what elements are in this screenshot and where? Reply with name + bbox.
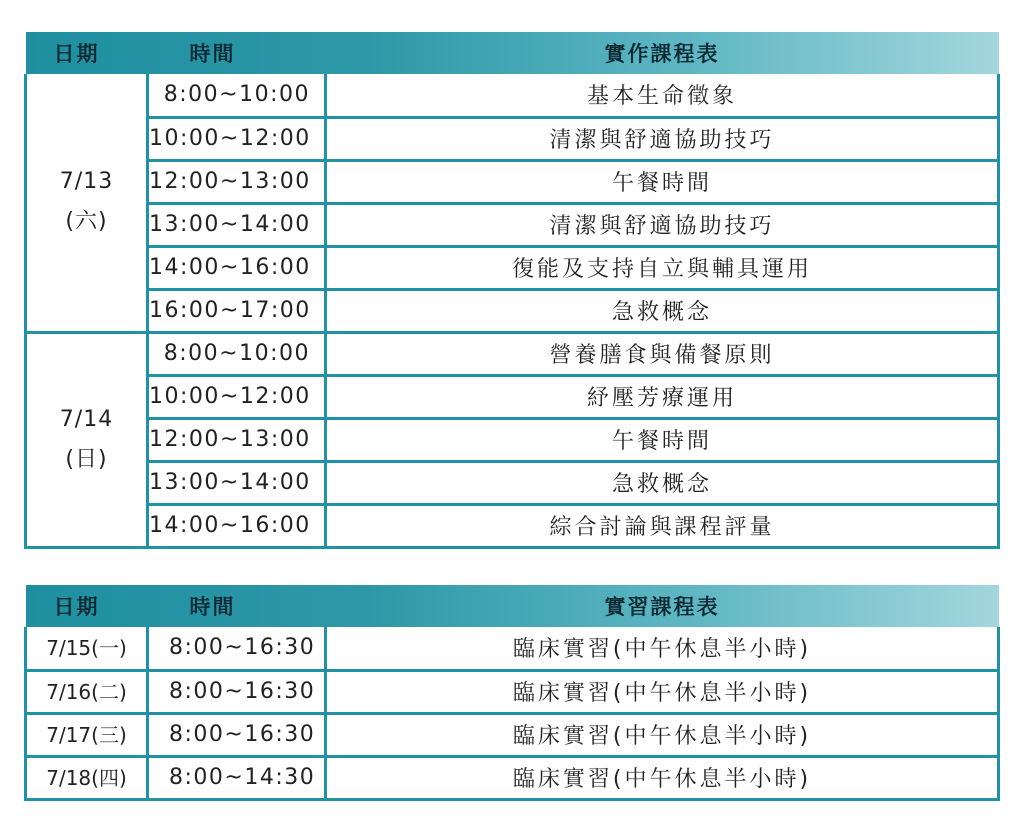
course-cell: 綜合討論與課程評量 (326, 504, 999, 547)
course-cell: 臨床實習(中午休息半小時) (326, 756, 999, 799)
time-cell: 16:00~17:00 (148, 289, 326, 332)
time-cell: 10:00~12:00 (148, 375, 326, 418)
header-date: 日期 (53, 595, 100, 619)
course-cell: 臨床實習(中午休息半小時) (326, 713, 999, 756)
time-cell: 13:00~14:00 (148, 203, 326, 246)
table-row (26, 756, 999, 799)
course-cell: 急救概念 (326, 289, 999, 332)
course-cell: 午餐時間 (326, 160, 999, 203)
table-row (26, 461, 999, 504)
course-cell: 清潔與舒適協助技巧 (326, 203, 999, 246)
date-cell (26, 74, 148, 332)
date-cell (26, 332, 148, 547)
table-row (26, 160, 999, 203)
time-cell: 13:00~14:00 (148, 461, 326, 504)
header-time: 時間 (189, 595, 236, 619)
internship-schedule-table (24, 585, 1000, 801)
course-cell: 清潔與舒適協助技巧 (326, 117, 999, 160)
table-row (26, 375, 999, 418)
training-schedule-table (24, 32, 1000, 549)
time-cell: 12:00~13:00 (148, 418, 326, 461)
table-row (26, 74, 999, 117)
date-cell: 7/16(二) (26, 670, 148, 713)
date-cell: 7/15(一) (26, 627, 148, 670)
time-cell: 8:00~14:30 (148, 756, 326, 799)
course-cell: 午餐時間 (326, 418, 999, 461)
table-row (26, 289, 999, 332)
header-time: 時間 (189, 42, 236, 66)
table-row (26, 504, 999, 547)
table-row (26, 117, 999, 160)
table-row (26, 627, 999, 670)
time-cell: 8:00~10:00 (148, 74, 326, 117)
time-cell: 8:00~16:30 (148, 670, 326, 713)
course-cell: 營養膳食與備餐原則 (326, 332, 999, 375)
table-row (26, 713, 999, 756)
header-title: 實習課程表 (604, 595, 720, 619)
time-cell: 8:00~16:30 (148, 627, 326, 670)
header-title: 實作課程表 (604, 42, 720, 66)
date-text: 7/13 (59, 169, 114, 195)
table-row (26, 203, 999, 246)
time-cell: 8:00~16:30 (148, 713, 326, 756)
time-cell: 10:00~12:00 (148, 117, 326, 160)
course-cell: 急救概念 (326, 461, 999, 504)
time-cell: 14:00~16:00 (148, 504, 326, 547)
date-cell: 7/17(三) (26, 713, 148, 756)
header-date: 日期 (53, 42, 100, 66)
weekday-text: (六) (65, 209, 108, 235)
table-row (26, 332, 999, 375)
course-cell: 臨床實習(中午休息半小時) (326, 627, 999, 670)
table-row (26, 418, 999, 461)
course-cell: 基本生命徵象 (326, 74, 999, 117)
time-cell: 12:00~13:00 (148, 160, 326, 203)
date-text: 7/14 (59, 406, 114, 432)
table-row (26, 670, 999, 713)
time-cell: 8:00~10:00 (148, 332, 326, 375)
date-cell: 7/18(四) (26, 756, 148, 799)
header-row (26, 32, 999, 74)
course-cell: 紓壓芳療運用 (326, 375, 999, 418)
table-row (26, 246, 999, 289)
course-cell: 復能及支持自立與輔具運用 (326, 246, 999, 289)
course-cell: 臨床實習(中午休息半小時) (326, 670, 999, 713)
weekday-text: (日) (65, 446, 108, 472)
time-cell: 14:00~16:00 (148, 246, 326, 289)
header-row (26, 585, 999, 627)
